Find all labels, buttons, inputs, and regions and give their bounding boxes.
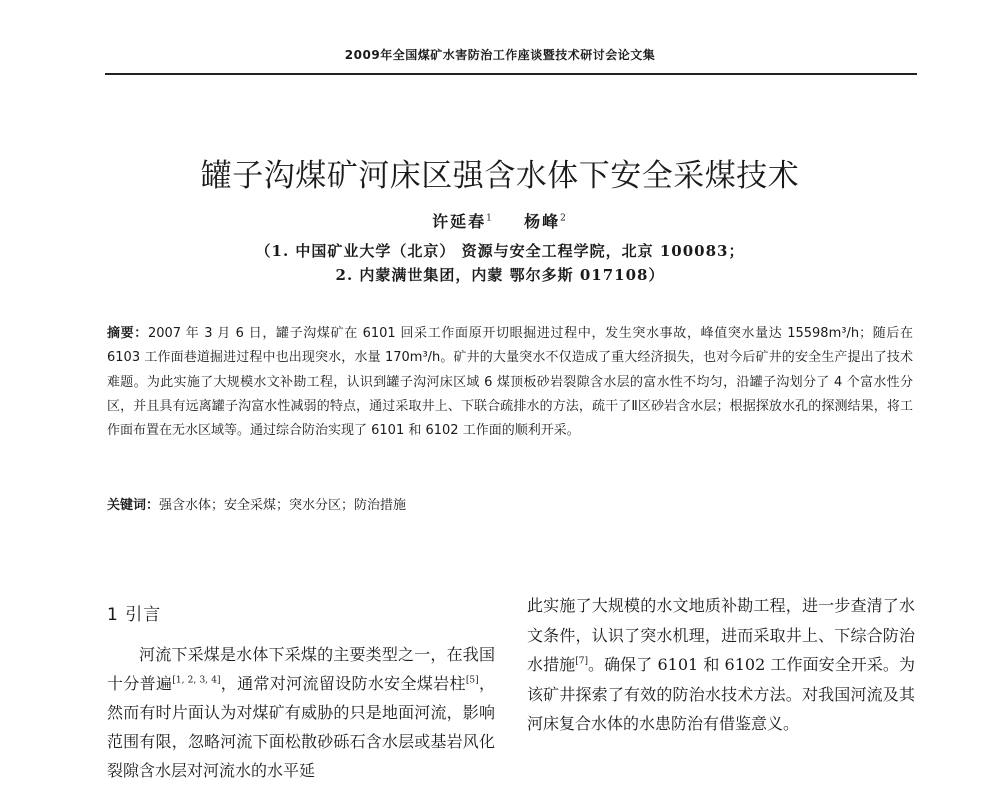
affiliation-2: 2. 内蒙满世集团，内蒙 鄂尔多斯 017108）	[335, 266, 665, 284]
citation-link[interactable]: [5]	[465, 675, 479, 686]
body-paragraph	[107, 640, 495, 785]
citation-link[interactable]: [7]	[575, 656, 588, 667]
body-column-right	[527, 591, 915, 739]
body-column-left	[107, 640, 495, 785]
abstract	[107, 322, 913, 443]
body-text: 此实施了大规模的水文地质补勘工程，进一步查清了水文条件，认识了突水机理，进而采取井上、下综合防治水措施	[527, 596, 915, 674]
section-heading: 1 引言	[107, 605, 162, 625]
paper-title: 罐子沟煤矿河床区强含水体下安全采煤技术	[200, 158, 800, 194]
author-affil-mark: 1	[486, 213, 494, 224]
abstract-label: 摘要：	[107, 326, 148, 341]
body-text: ，然而有时片面认为对煤矿有威胁的只是地面河流，影响范围有限，忽略河流下面松散砂砾石含水层或基岩风化裂隙含水层对河流水的水平延	[107, 674, 495, 780]
body-text: 河流下采煤是水体下采煤的主要类型之一，在我国十分普遍	[107, 645, 495, 693]
affiliation-1: （1. 中国矿业大学（北京） 资源与安全工程学院，北京 100083；	[255, 242, 745, 260]
keywords-label: 关键词：	[107, 498, 160, 513]
author-line	[0, 209, 1000, 232]
author-affil-mark: 2	[560, 213, 568, 224]
body-text: ，通常对河流留设防水安全煤岩柱	[220, 674, 466, 693]
citation-link[interactable]: [1, 2, 3, 4]	[172, 675, 221, 686]
abstract-text: 2007 年 3 月 6 日，罐子沟煤矿在 6101 回采工作面原开切眼掘进过程中，发生突水事故，峰值突水量达 15598m³/h；随后在 6103 工作面巷道掘进过程中也出现突水，水量 170m³/h。矿井的大量突水不仅造成了重大经济损失，也对今后矿井的安全生产提出了技术难题。为此实施了大规模水文补勘工程，认识到罐子沟河床区域 6 煤顶板砂岩裂隙含水层的富水性不均匀，沿罐子沟划分了 4 个富水性分区，并且具有远离罐子沟富水性减弱的特点，通过采取井上、下联合疏排水的方法，疏干了Ⅱ区砂岩含水层；根据探放水孔的探测结果，将工作面布置在无水区域等。通过综合防治实现了 6101 和 6102 工作面的顺利开采。	[107, 326, 913, 439]
keywords	[107, 494, 913, 518]
author-name: 杨峰	[524, 212, 561, 231]
body-paragraph	[527, 591, 915, 739]
journal-header: 2009年全国煤矿水害防治工作座谈暨技术研讨会论文集	[344, 48, 656, 62]
keywords-text: 强含水体；安全采煤；突水分区；防治措施	[159, 498, 407, 513]
header-rule	[105, 73, 917, 75]
body-text: 。确保了 6101 和 6102 工作面安全开采。为该矿井探索了有效的防治水技术方法。对我国河流及其河床复合水体的水患防治有借鉴意义。	[527, 655, 915, 733]
author-name: 许延春	[432, 212, 487, 231]
